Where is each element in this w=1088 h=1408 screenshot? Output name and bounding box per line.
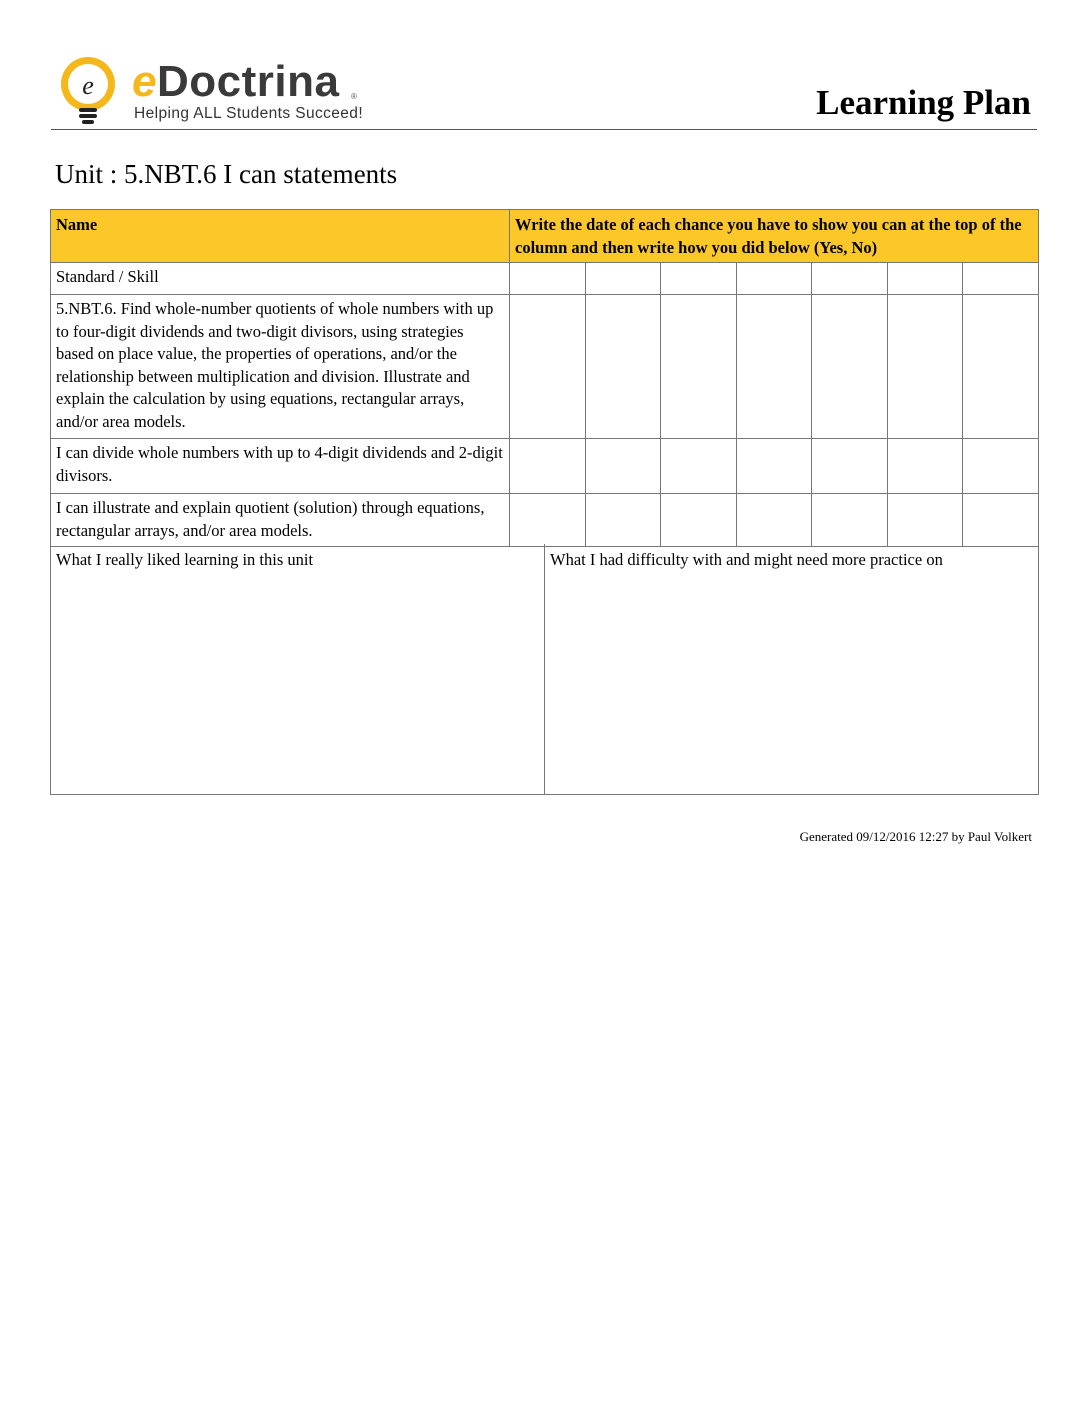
- result-cell[interactable]: [887, 295, 963, 439]
- i-can-statement: I can illustrate and explain quotient (solution) through equations, rectangular arrays, and/or area models.: [51, 494, 510, 547]
- header-divider: [51, 129, 1037, 130]
- i-can-statement: I can divide whole numbers with up to 4-digit dividends and 2-digit divisors.: [51, 439, 510, 494]
- date-cell[interactable]: [812, 263, 888, 295]
- standard-skill-label: Standard / Skill: [51, 263, 510, 295]
- result-cell[interactable]: [963, 295, 1039, 439]
- logo-tagline: Helping ALL Students Succeed!: [134, 105, 364, 122]
- name-header: Name: [51, 210, 510, 263]
- liked-learning-label: What I really liked learning in this unit: [56, 550, 314, 569]
- difficulty-label: What I had difficulty with and might need more practice on: [550, 550, 943, 569]
- date-cell[interactable]: [963, 263, 1039, 295]
- result-cell[interactable]: [585, 494, 661, 547]
- result-cell[interactable]: [661, 295, 737, 439]
- svg-text:e: e: [82, 71, 94, 100]
- unit-title: Unit : 5.NBT.6 I can statements: [55, 159, 398, 189]
- result-cell[interactable]: [887, 439, 963, 494]
- result-cell[interactable]: [585, 295, 661, 439]
- result-cell[interactable]: [510, 439, 586, 494]
- result-cell[interactable]: [661, 439, 737, 494]
- difficulty-box[interactable]: [544, 544, 1039, 795]
- registered-mark: ®: [351, 92, 357, 101]
- result-cell[interactable]: [812, 439, 888, 494]
- lightbulb-icon: [54, 54, 124, 126]
- result-cell[interactable]: [812, 295, 888, 439]
- table-row: [51, 494, 1039, 547]
- date-cell[interactable]: [887, 263, 963, 295]
- instructions-header: Write the date of each chance you have to show you can at the top of the column and then write how you did below (Yes, No): [510, 210, 1039, 263]
- result-cell[interactable]: [736, 295, 812, 439]
- edoctrina-logo: [54, 54, 374, 126]
- result-cell[interactable]: [736, 494, 812, 547]
- table-row: [51, 263, 1039, 295]
- result-cell[interactable]: [736, 439, 812, 494]
- result-cell[interactable]: [510, 494, 586, 547]
- date-cell[interactable]: [585, 263, 661, 295]
- result-cell[interactable]: [963, 439, 1039, 494]
- logo-wordmark: eDoctrina: [132, 57, 340, 106]
- table-header-row: [51, 210, 1039, 263]
- page-title: Learning Plan: [816, 83, 1031, 122]
- standard-text: 5.NBT.6. Find whole-number quotients of whole numbers with up to four-digit dividends and two-digit divisors, using strategies based on place value, the properties of operations, and/or the relationship between multiplication and division. Illustrate and explain the calculation by using equations, rectangular arrays, and/or area models.: [51, 295, 510, 439]
- reflection-section: [50, 544, 1039, 796]
- date-cell[interactable]: [510, 263, 586, 295]
- date-cell[interactable]: [661, 263, 737, 295]
- liked-learning-box[interactable]: [50, 544, 545, 795]
- learning-plan-table: [50, 209, 1039, 547]
- table-row: [51, 439, 1039, 494]
- result-cell[interactable]: [812, 494, 888, 547]
- date-cell[interactable]: [736, 263, 812, 295]
- result-cell[interactable]: [963, 494, 1039, 547]
- result-cell[interactable]: [661, 494, 737, 547]
- result-cell[interactable]: [510, 295, 586, 439]
- table-row: [51, 295, 1039, 439]
- generated-footer: Generated 09/12/2016 12:27 by Paul Volkert: [799, 829, 1032, 844]
- result-cell[interactable]: [887, 494, 963, 547]
- result-cell[interactable]: [585, 439, 661, 494]
